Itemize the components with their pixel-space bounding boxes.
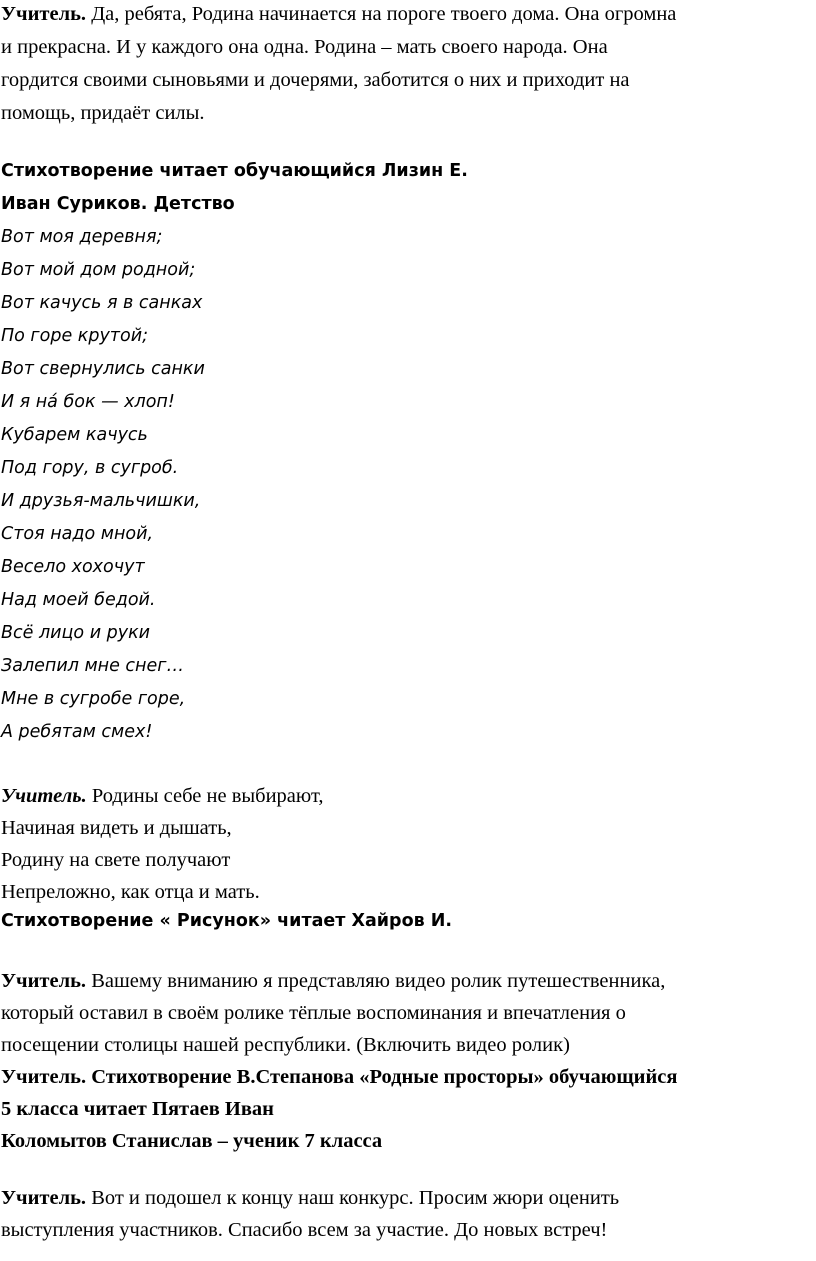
poem-2-reader-heading: Стихотворение « Рисунок» читает Хайров И. bbox=[1, 911, 453, 931]
poem-line: Вот моя деревня; bbox=[1, 227, 163, 247]
teacher-paragraph-1-line-3: гордится своими сыновьями и дочерями, заботится о них и приходит на bbox=[1, 69, 630, 91]
teacher-paragraph-4-line-3: Коломытов Станислав – ученик 7 класса bbox=[1, 1130, 383, 1152]
poem-line: Стоя надо мной, bbox=[1, 524, 154, 544]
teacher-paragraph-5-line-2: выступления участников. Спасибо всем за участие. До новых встреч! bbox=[1, 1219, 608, 1241]
teacher-paragraph-3-line-2: который оставил в своём ролике тёплые воспоминания и впечатления о bbox=[1, 1002, 626, 1024]
poem-title: Иван Суриков. Детство bbox=[1, 194, 235, 214]
teacher-label: Учитель. bbox=[1, 785, 87, 807]
teacher-label: Учитель bbox=[1, 1066, 81, 1088]
poem-line: Залепил мне снег… bbox=[1, 656, 184, 676]
paragraph-text: Вашему вниманию я представляю видео ролик путешественника, bbox=[86, 970, 666, 992]
poem-line: По горе крутой; bbox=[1, 326, 148, 346]
poem-line: Всё лицо и руки bbox=[1, 623, 151, 643]
teacher-paragraph-4-line-1 bbox=[1, 1067, 678, 1088]
teacher-paragraph-3-line-3: посещении столицы нашей республики. (Включить видео ролик) bbox=[1, 1034, 570, 1056]
poem-line: Вот качусь я в санках bbox=[1, 293, 203, 313]
poem-line: А ребятам смех! bbox=[1, 722, 153, 742]
poem-line: Кубарем качусь bbox=[1, 425, 148, 445]
poem-line: И я нá бок — хлоп! bbox=[1, 392, 175, 412]
teacher-paragraph-4-line-2: 5 класса читает Пятаев Иван bbox=[1, 1098, 274, 1120]
paragraph-text: Вот и подошел к концу наш конкурс. Просим жюри оценить bbox=[86, 1187, 620, 1209]
teacher-paragraph-2-line-1 bbox=[1, 786, 323, 807]
poem-line: Вот свернулись санки bbox=[1, 359, 205, 379]
poem-line: Вот мой дом родной; bbox=[1, 260, 196, 280]
poem-line: Под гору, в сугроб. bbox=[1, 458, 179, 478]
teacher-label: Учитель. bbox=[1, 970, 87, 992]
teacher-label: Учитель. bbox=[1, 3, 87, 25]
teacher-paragraph-2-line-2: Начиная видеть и дышать, bbox=[1, 817, 232, 839]
teacher-paragraph-3-line-1 bbox=[1, 971, 665, 992]
paragraph-text: Да, ребята, Родина начинается на пороге твоего дома. Она огромна bbox=[86, 3, 677, 25]
teacher-paragraph-5-line-1 bbox=[1, 1188, 619, 1209]
poem-line: Над моей бедой. bbox=[1, 590, 156, 610]
teacher-paragraph-1-line-1 bbox=[1, 4, 676, 25]
poem-line: Мне в сугробе горе, bbox=[1, 689, 186, 709]
paragraph-text: . Стихотворение В.Степанова «Родные просторы» обучающийся bbox=[80, 1066, 678, 1088]
teacher-paragraph-2-line-3: Родину на свете получают bbox=[1, 849, 231, 871]
teacher-paragraph-1-line-4: помощь, придаёт силы. bbox=[1, 102, 205, 124]
poem-line: Весело хохочут bbox=[1, 557, 145, 577]
poem-reader-heading: Стихотворение читает обучающийся Лизин Е. bbox=[1, 161, 468, 181]
teacher-paragraph-2-line-4: Непреложно, как отца и мать. bbox=[1, 881, 260, 903]
paragraph-text: Родины себе не выбирают, bbox=[86, 785, 324, 807]
teacher-label: Учитель. bbox=[1, 1187, 87, 1209]
teacher-paragraph-1-line-2: и прекрасна. И у каждого она одна. Родина – мать своего народа. Она bbox=[1, 36, 608, 58]
poem-line: И друзья-мальчишки, bbox=[1, 491, 201, 511]
